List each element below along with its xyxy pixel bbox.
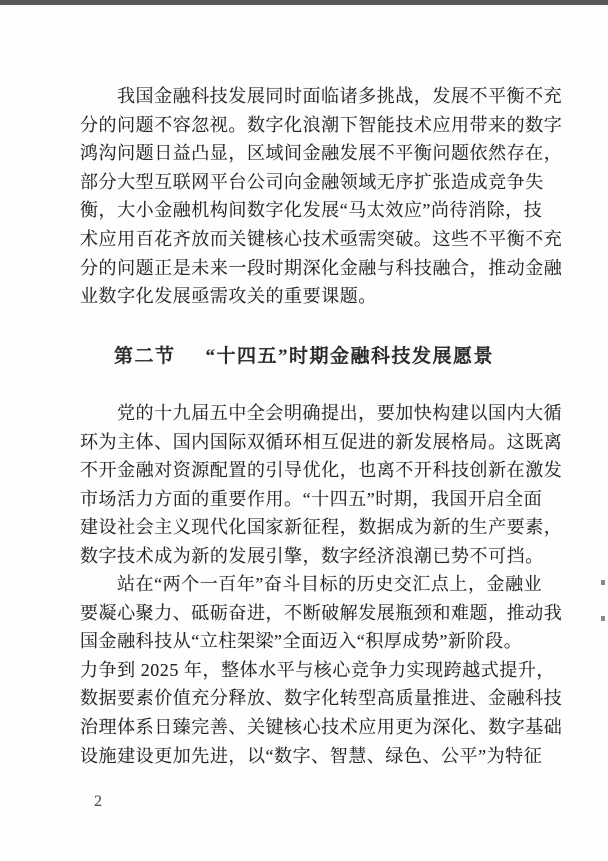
text-line: 数据要素价值充分释放、数字化转型高质量推进、金融科技 [80, 688, 563, 709]
section-heading [80, 341, 528, 368]
text-line: 建设社会主义现代化国家新征程，数据成为新的生产要素， [80, 517, 563, 538]
text-line: 衡，大小金融机构间数字化发展“马太效应”尚待消除，技 [80, 200, 543, 221]
text-line: 力争到 2025 年，整体水平与核心竞争力实现跨越式提升， [80, 659, 555, 680]
text-line: 我国金融科技发展同时面临诸多挑战，发展不平衡不充 [117, 86, 563, 106]
text-line: 国金融科技从“立柱架梁”全面迈入“积厚成势”新阶段。 [80, 631, 523, 652]
paragraph-goals [80, 570, 563, 770]
text-line: 数字技术成为新的发展引擎，数字经济浪潮已势不可挡。 [80, 545, 544, 566]
text-line: 部分大型互联网平台公司向金融领域无序扩张造成竞争失 [80, 171, 544, 192]
section-heading-label: 第二节 [113, 346, 176, 367]
text-line: 业数字化发展亟需攻关的重要课题。 [80, 286, 377, 307]
paragraph-challenges [80, 82, 563, 311]
text-line: 环为主体、国内国际双循环相互促进的新发展格局。这既离 [80, 431, 563, 452]
scan-speck [601, 616, 605, 621]
scan-speck [601, 580, 605, 585]
text-line: 党的十九届五中全会明确提出，要加快构建以国内大循 [117, 403, 563, 423]
text-line: 站在“两个一百年”奋斗目标的历史交汇点上，金融业 [117, 574, 543, 594]
text-line: 不开金融对资源配置的引导优化，也离不开科技创新在激发 [80, 460, 563, 481]
text-line: 设施建设更加先进，以“数字、智慧、绿色、公平”为特征 [80, 745, 543, 766]
text-line: 鸿沟问题日益凸显，区域间金融发展不平衡问题依然存在， [80, 143, 563, 164]
text-line: 分的问题不容忽视。数字化浪潮下智能技术应用带来的数字 [80, 114, 563, 135]
text-line: 治理体系日臻完善、关键核心技术应用更为深化、数字基础 [80, 716, 563, 737]
scan-top-edge [0, 0, 608, 5]
page-number: 2 [94, 793, 102, 810]
section-heading-title: “十四五”时期金融科技发展愿景 [205, 346, 495, 367]
text-line: 分的问题正是未来一段时期深化金融与科技融合，推动金融 [80, 257, 563, 278]
text-line: 术应用百花齐放而关键核心技术亟需突破。这些不平衡不充 [80, 228, 563, 249]
text-line: 市场活力方面的重要作用。“十四五”时期，我国开启全面 [80, 488, 543, 509]
text-line: 要凝心聚力、砥砺奋进，不断破解发展瓶颈和难题，推动我 [80, 602, 563, 623]
paragraph-plenum [80, 399, 563, 571]
